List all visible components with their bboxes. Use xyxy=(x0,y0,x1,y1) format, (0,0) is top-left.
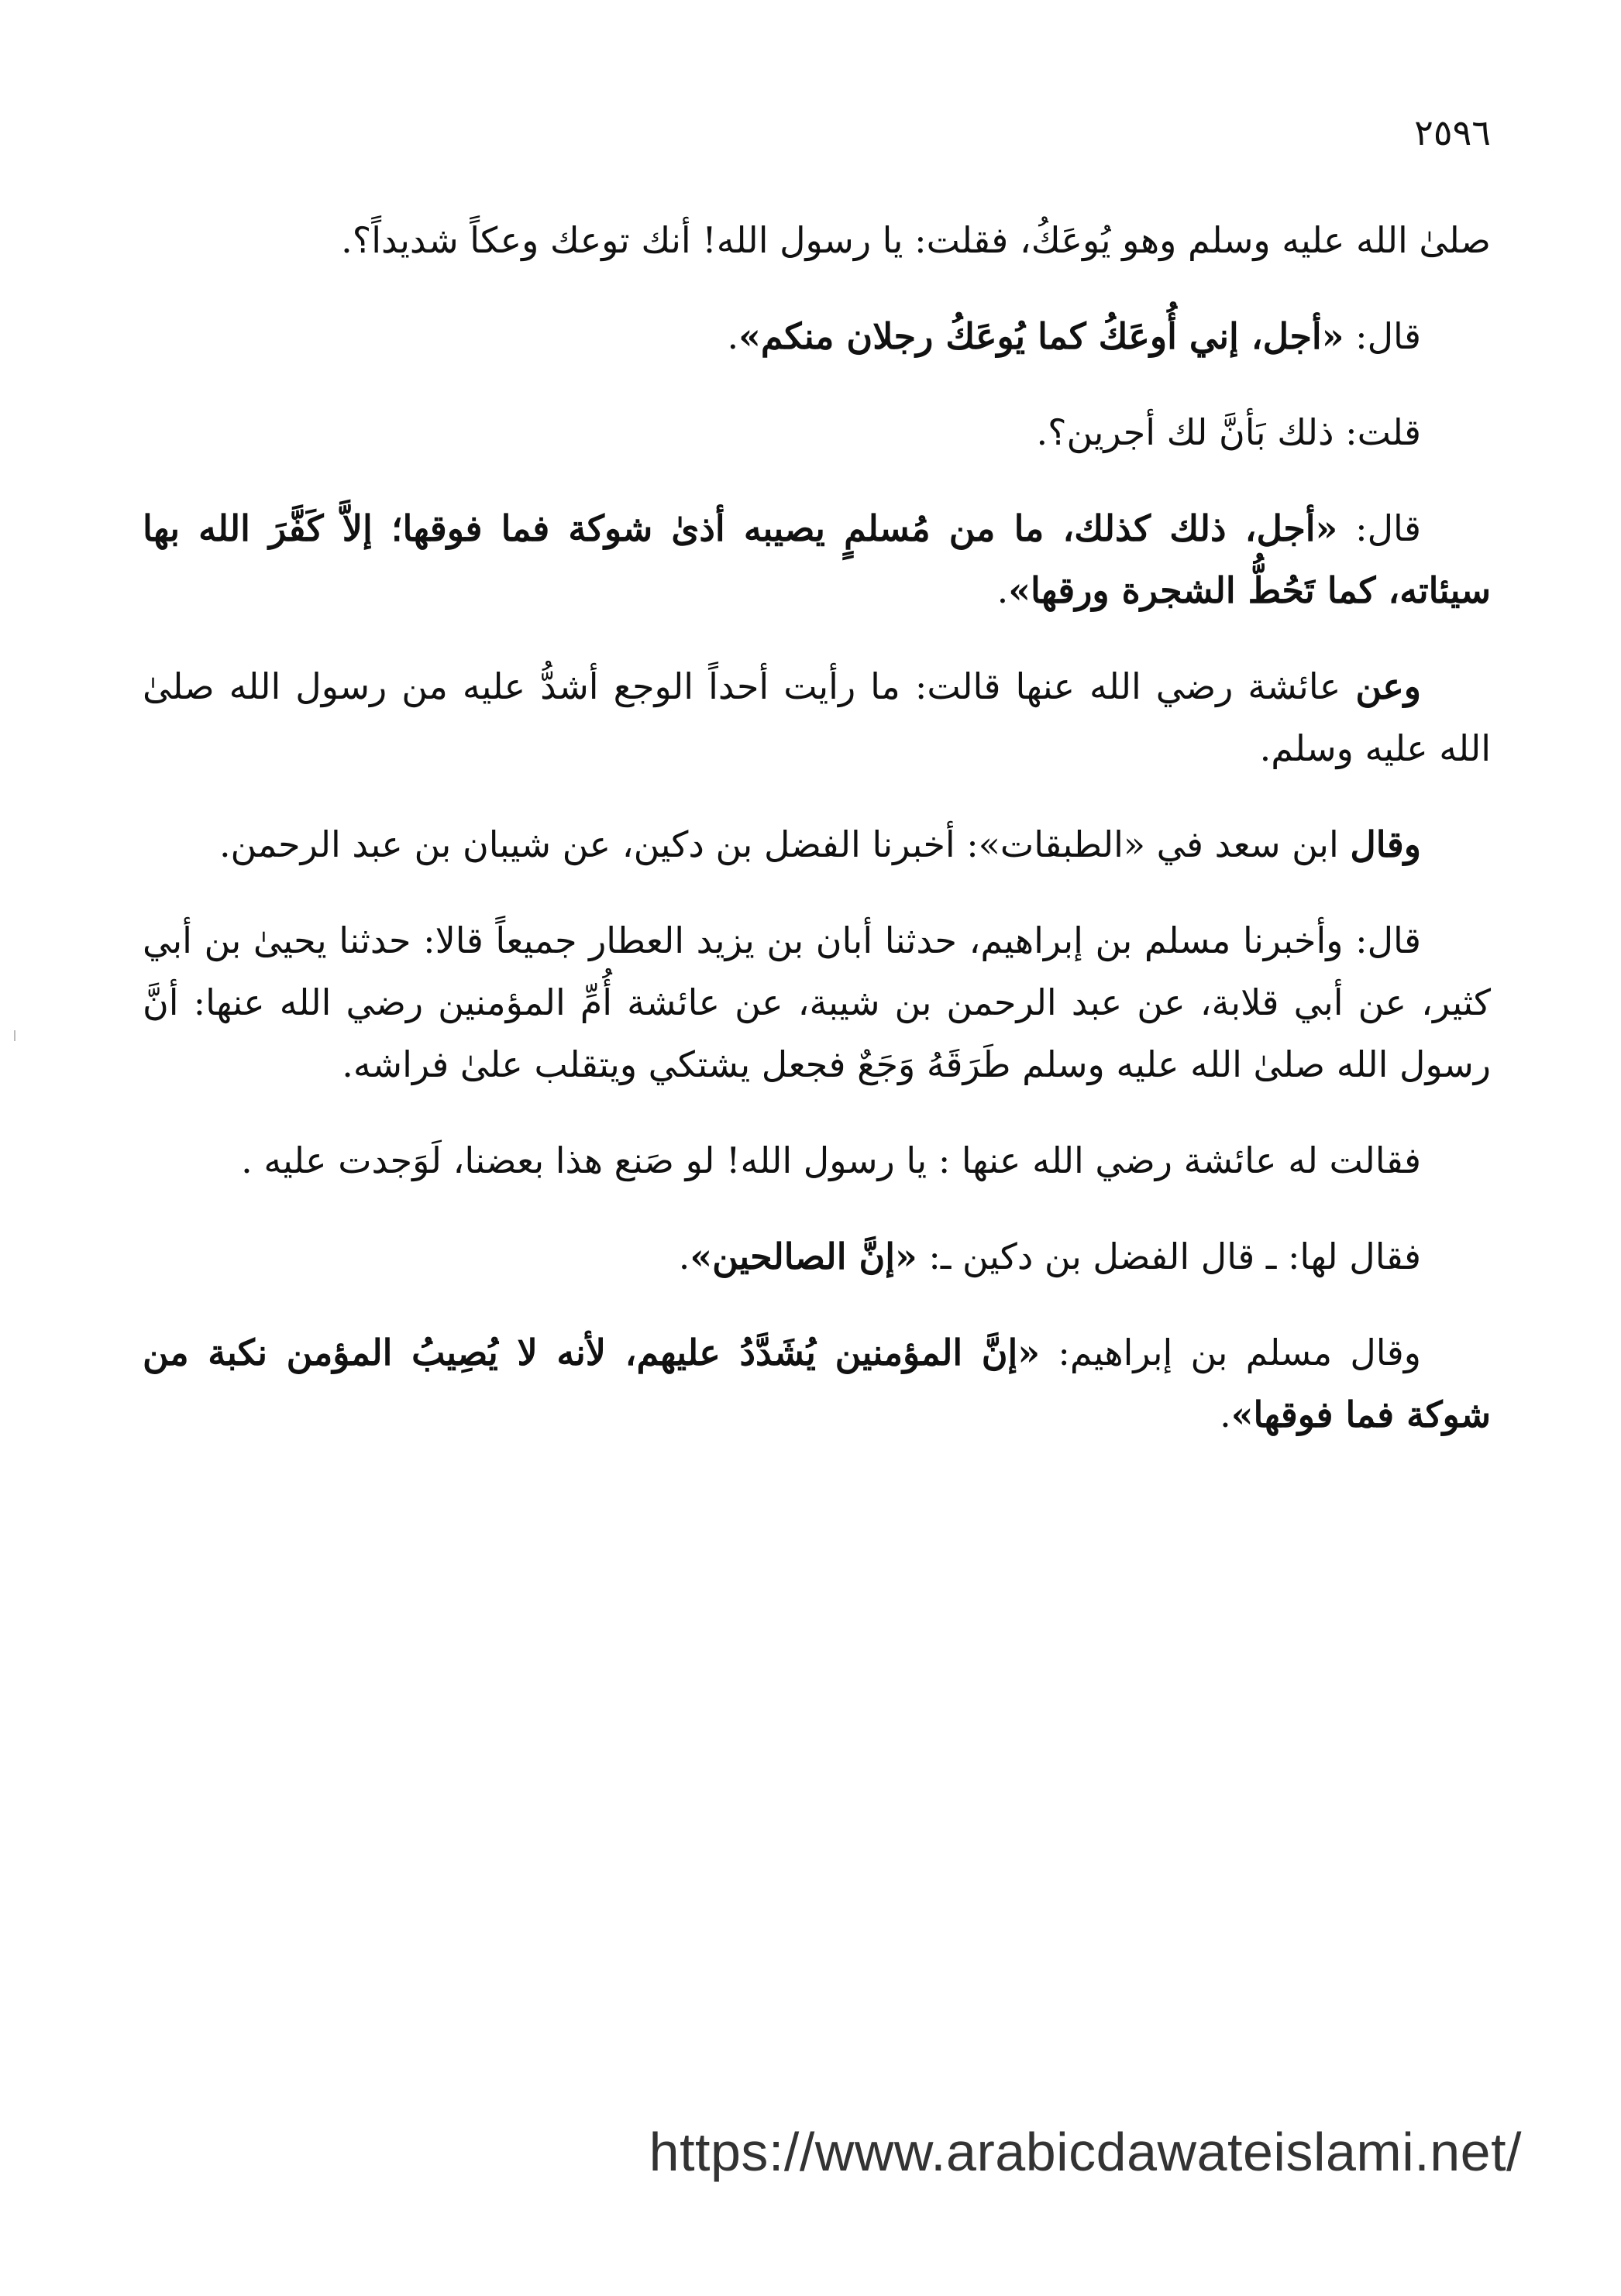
quoted-text: «أجل، ذلك كذلك، ما من مُسلمٍ يصيبه أذىٰ شوكة فما فوقها؛ إلاَّ كَفَّرَ الله بها سيئاته، كما تَحُطُّ الشجرة ورقها» xyxy=(143,507,1491,611)
paragraph xyxy=(143,305,1491,367)
paragraph-text: عائشة رضي الله عنها قالت: ما رأيت أحداً الوجع أشدُّ عليه من رسول الله صلىٰ الله عليه وسلم. xyxy=(143,665,1491,769)
watermark-url: https://www.arabicdawateislami.net/ xyxy=(649,2122,1522,2182)
page-number: ٢٥٩٦ xyxy=(1414,112,1491,153)
paragraph xyxy=(143,1225,1491,1287)
paragraph-text: فقالت له عائشة رضي الله عنها : يا رسول الله! لو صَنع هذا بعضنا، لَوَجدت عليه . xyxy=(241,1139,1421,1181)
paragraph xyxy=(143,497,1491,621)
quoted-text: «إنَّ الصالحين» xyxy=(690,1236,917,1277)
paragraph xyxy=(143,655,1491,779)
paragraph xyxy=(143,401,1491,463)
paragraph-text: قلت: ذلك بَأنَّ لك أجرين؟. xyxy=(1036,411,1421,453)
paragraph xyxy=(143,813,1491,875)
paragraph xyxy=(143,909,1491,1095)
quoted-text: «إنَّ المؤمنين يُشَدَّدُ عليهم، لأنه لا يُصِيبُ المؤمن نكبة من شوكة فما فوقها» xyxy=(143,1332,1491,1435)
paragraph-text: صلىٰ الله عليه وسلم وهو يُوعَكُ، فقلت: يا رسول الله! أنك توعك وعكاً شديداً؟. xyxy=(341,219,1491,261)
paragraph-text: . xyxy=(727,315,739,357)
paragraph-text: . xyxy=(996,569,1009,611)
paragraph-text: قال: xyxy=(1344,315,1421,357)
scan-edge-mark xyxy=(14,1030,15,1041)
paragraph-text: وقال مسلم بن إبراهيم: xyxy=(1040,1332,1421,1373)
quoted-text: وعن xyxy=(1355,665,1421,707)
paragraph xyxy=(143,209,1491,271)
quoted-text: وقال xyxy=(1350,823,1421,865)
paragraph xyxy=(143,1129,1491,1191)
paragraph-text: قال: xyxy=(1337,507,1421,549)
paragraph-text: . xyxy=(678,1236,690,1277)
quoted-text: «أجل، إني أُوعَكُ كما يُوعَكُ رجلان منكم» xyxy=(738,315,1344,357)
paragraph-text: فقال لها: ـ قال الفضل بن دكين ـ: xyxy=(917,1236,1421,1277)
paragraph-text: ابن سعد في «الطبقات»: أخبرنا الفضل بن دكين، عن شيبان بن عبد الرحمن. xyxy=(219,823,1351,865)
body-text xyxy=(143,209,1491,1480)
paragraph-text: . xyxy=(1220,1394,1231,1435)
paragraph-text: قال: وأخبرنا مسلم بن إبراهيم، حدثنا أبان بن يزيد العطار جميعاً قالا: حدثنا يحيىٰ بن أبي كثير، عن أبي قلابة، عن عبد الرحمن بن شيبة، عن عائشة أُمِّ المؤمنين رضي الله عنها: أنَّ رسول الله صلىٰ الله عليه وسلم طَرَقَهُ وَجَعٌ فجعل يشتكي ويتقلب علىٰ فراشه. xyxy=(143,919,1491,1085)
paragraph xyxy=(143,1322,1491,1445)
